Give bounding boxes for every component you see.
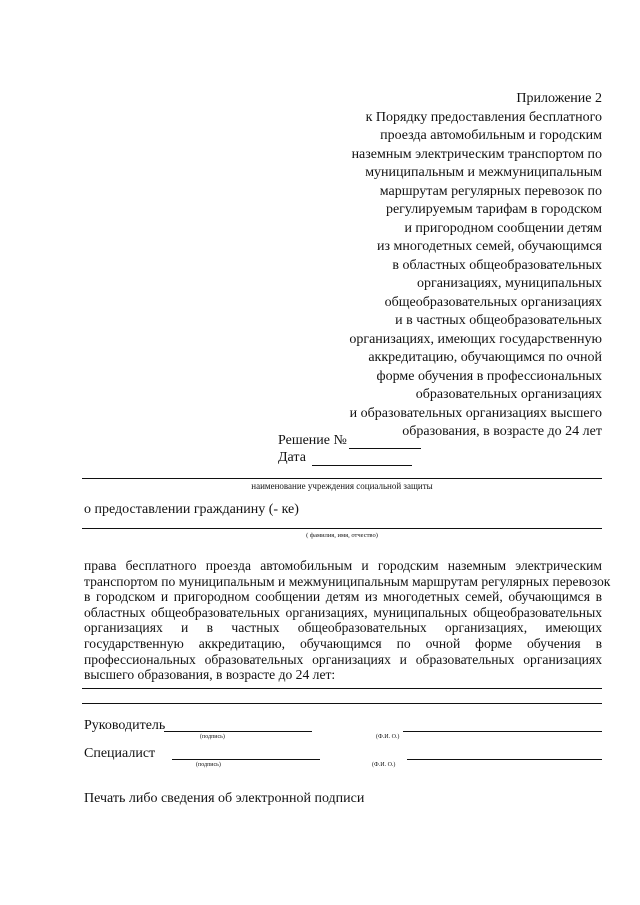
citizen-name-line[interactable] (82, 528, 602, 529)
decision-date-label: Дата (278, 450, 306, 465)
head-name-caption: (Ф.И. О.) (376, 734, 400, 740)
head-signature-line[interactable] (164, 731, 312, 732)
appendix-line: общеобразовательных организациях (384, 294, 602, 310)
decision-number-label: Решение № (278, 433, 347, 448)
appendix-header (302, 90, 602, 442)
specialist-label: Специалист (84, 746, 156, 761)
appendix-line: аккредитацию, обучающимся по очной (368, 350, 602, 365)
decision-date-row (278, 449, 421, 466)
appendix-line: и образовательных организациях высшего (349, 405, 602, 421)
specialist-signature-line[interactable] (172, 759, 320, 760)
decision-number-field[interactable] (349, 435, 421, 449)
body-line: транспортом по муниципальным и межмуниципальным маршрутам регулярных перевозок (84, 573, 611, 589)
head-name-line[interactable] (403, 731, 602, 732)
appendix-line: и в частных общеобразовательных (395, 313, 602, 328)
decision-date-field[interactable] (312, 452, 412, 466)
decision-block (278, 432, 421, 466)
body-line: областных общеобразовательных организациях, муниципальных общеобразовательных (84, 604, 602, 620)
appendix-line: и пригородном сообщении детям (404, 220, 602, 236)
body-line: организациях и в частных общеобразовательных организациях, имеющих (84, 620, 602, 636)
fill-line[interactable] (82, 703, 602, 704)
stamp-text: Печать либо сведения об электронной подписи (84, 791, 365, 806)
specialist-signature-caption: (подпись) (196, 762, 221, 768)
appendix-line: регулируемым тарифам в городском (385, 202, 602, 217)
appendix-line: проезда автомобильным и городским (380, 128, 602, 143)
specialist-name-line[interactable] (407, 759, 602, 760)
appendix-line: образования, в возрасте до 24 лет (402, 424, 602, 439)
appendix-line: Приложение 2 (516, 91, 602, 106)
fill-line[interactable] (82, 688, 602, 689)
appendix-line: к Порядку предоставления бесплатного (365, 109, 602, 125)
body-line: в городском и пригородном сообщении детям из многодетных семей, обучающимся в (84, 589, 602, 605)
institution-caption: наименование учреждения социальной защиты (251, 481, 433, 491)
body-paragraph (84, 558, 611, 683)
grant-text: о предоставлении гражданину (- ке) (84, 502, 299, 517)
body-line: высшего образования, в возрасте до 24 лет: (84, 667, 336, 683)
appendix-line: из многодетных семей, обучающимся (377, 239, 602, 254)
appendix-line: образовательных организациях (415, 387, 602, 402)
institution-line[interactable] (82, 478, 602, 479)
appendix-line: организациях, имеющих государственную (349, 331, 602, 347)
body-line: государственную аккредитацию, обучающимся по очной форме обучения в (84, 635, 602, 651)
specialist-name-caption: (Ф.И. О.) (372, 762, 396, 768)
appendix-line: организациях, муниципальных (416, 276, 602, 291)
appendix-line: маршрутам регулярных перевозок по (379, 183, 602, 199)
head-signature-caption: (подпись) (200, 734, 225, 740)
appendix-line: муниципальным и межмуниципальным (365, 165, 602, 180)
decision-number-row (278, 432, 421, 449)
body-line: права бесплатного проезда автомобильным и городским наземным электрическим (84, 558, 602, 573)
citizen-name-caption: ( фамилия, имя, отчество) (306, 532, 378, 539)
appendix-line: в областных общеобразовательных (392, 257, 602, 273)
appendix-line: наземным электрическим транспортом по (351, 146, 602, 162)
head-label: Руководитель (84, 718, 166, 733)
appendix-line: форме обучения в профессиональных (376, 368, 602, 384)
body-line: профессиональных образовательных организациях и образовательных организациях (84, 651, 602, 667)
